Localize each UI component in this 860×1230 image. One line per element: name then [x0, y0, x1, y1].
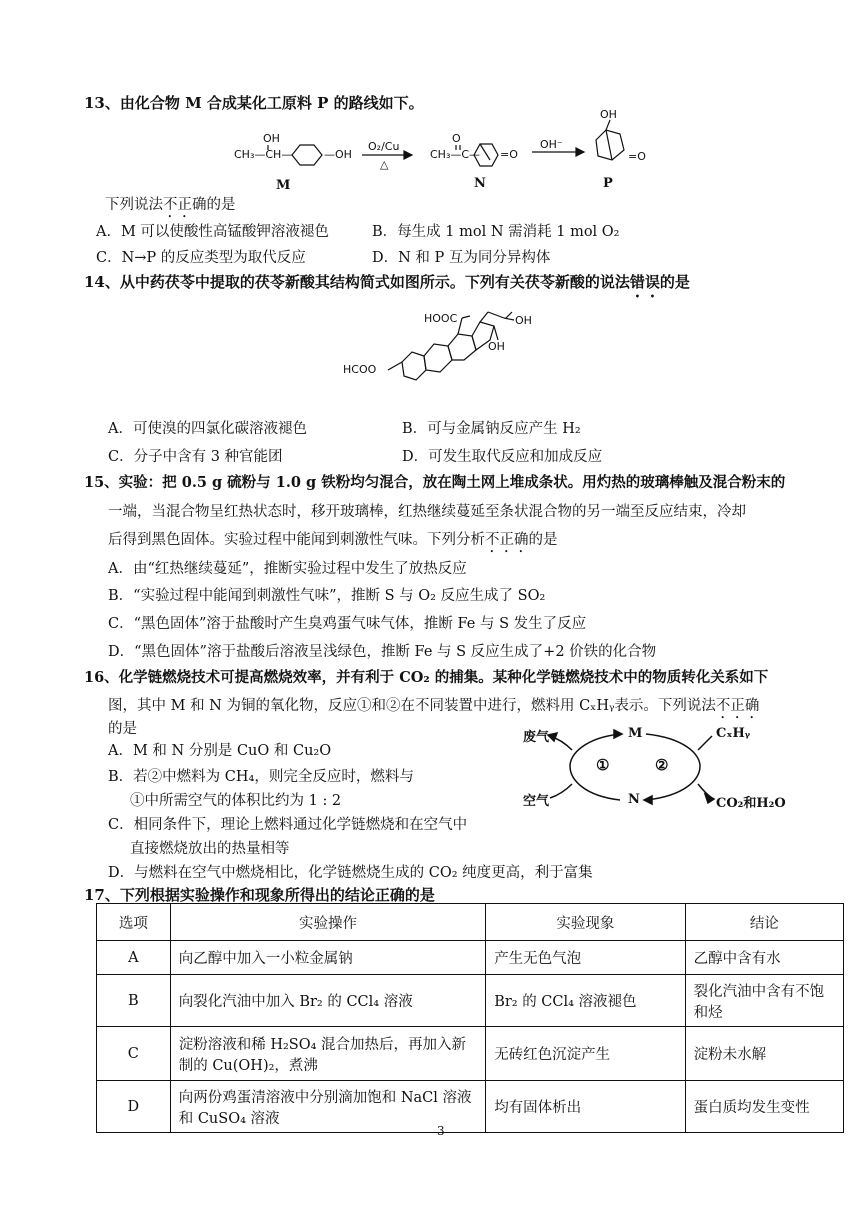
fuel-label: CₓHᵧ: [716, 726, 751, 741]
q14-stem-post: 的是: [659, 273, 690, 291]
q14-stem-pre: 14、从中药茯苓中提取的茯苓新酸其结构简式如图所示。下列有关茯苓新酸的说法: [84, 273, 630, 291]
reaction-2-label: ②: [655, 756, 669, 774]
q14-option-b: B．可与金属钠反应产生 H₂: [402, 421, 581, 437]
q15-option-b: B．“实验过程中能闻到刺激性气味”，推断 S 与 O₂ 反应生成了 SO₂: [108, 588, 546, 604]
n-ketone-label: =O: [500, 148, 518, 161]
q16-emphasis: 不正确: [715, 698, 760, 714]
header-option: 选项: [97, 904, 171, 941]
q14-option-c: C．分子中含有 3 种官能团: [108, 449, 283, 465]
q15-option-a: A．由“红热继续蔓延”，推断实验过程中发生了放热反应: [108, 561, 467, 577]
row-d-conclusion: 蛋白质均发生变性: [685, 1081, 843, 1133]
q15-line-2: 一端，当混合物呈红热状态时，移开玻璃棒，红热继续蔓延至条状混合物的另一端至反应结束，冷却: [108, 504, 746, 520]
q16-option-c: C．相同条件下，理论上燃料通过化学链燃烧和在空气中: [108, 817, 468, 833]
row-d-operation: 向两份鸡蛋清溶液中分别滴加饱和 NaCl 溶液和 CuSO₄ 溶液: [170, 1081, 485, 1133]
q16-option-d: D．与燃料在空气中燃烧相比，化学链燃烧生成的 CO₂ 纯度更高，利于富集: [108, 865, 593, 881]
q13-option-c: C．N→P 的反应类型为取代反应: [96, 250, 306, 266]
q16-option-c-cont: 直接燃烧放出的热量相等: [130, 841, 290, 857]
row-c-operation: 淀粉溶液和稀 H₂SO₄ 混合加热后，再加入新制的 Cu(OH)₂，煮沸: [170, 1027, 485, 1081]
q13-option-a: A．M 可以使酸性高锰酸钾溶液褪色: [96, 224, 329, 240]
q15-line-1: 15、实验：把 0.5 g 硫粉与 1.0 g 铁粉均匀混合，放在陶土网上堆成条状。用灼热的玻璃棒触及混合粉末的: [84, 474, 786, 491]
oh-mid-label: OH: [488, 340, 505, 353]
q17-stem: 17、下列根据实验操作和现象所得出的结论正确的是: [84, 886, 435, 904]
page-number: 3: [437, 1124, 445, 1138]
hcoo-label: HCOO: [343, 363, 377, 376]
row-d-option: D: [97, 1081, 171, 1133]
q15-option-d: D．“黑色固体”溶于盐酸后溶液呈浅绿色，推断 Fe 与 S 反应生成了+2 价铁的化合物: [108, 644, 657, 660]
table-row: [97, 941, 844, 975]
compound-p-label: P: [603, 176, 613, 191]
air-label: 空气: [523, 794, 550, 809]
q16-option-a: A．M 和 N 分别是 CuO 和 Cu₂O: [108, 743, 332, 759]
q15-line-3-post: 的是: [528, 532, 558, 548]
m-oh-ring-label: —OH: [324, 148, 352, 161]
header-conclusion: 结论: [685, 904, 843, 941]
q13-prompt-post: 确的是: [192, 197, 236, 213]
p-oh-label: OH: [600, 108, 617, 121]
header-phenomenon: 实验现象: [486, 904, 685, 941]
q14-option-a: A．可使溴的四氯化碳溶液褪色: [108, 421, 307, 437]
row-a-conclusion: 乙醇中含有水: [685, 941, 843, 975]
row-b-operation: 向裂化汽油中加入 Br₂ 的 CCl₄ 溶液: [170, 975, 485, 1027]
products-label: CO₂和H₂O: [716, 796, 786, 811]
row-b-option: B: [97, 975, 171, 1027]
reagent-1-heat: △: [380, 158, 389, 171]
compound-m-label: M: [276, 178, 291, 193]
q16-line-1: 16、化学链燃烧技术可提高燃烧效率，并有利于 CO₂ 的捕集。某种化学链燃烧技术中的物质转化关系如下: [84, 669, 769, 686]
reagent-1: O₂/Cu: [368, 140, 400, 153]
q16-option-b-cont: ①中所需空气的体积比约为 1 : 2: [130, 793, 342, 809]
table-header-row: [97, 904, 844, 941]
row-a-operation: 向乙醇中加入一小粒金属钠: [170, 941, 485, 975]
row-c-option: C: [97, 1027, 171, 1081]
q16-line-3: 的是: [108, 721, 137, 737]
m-oh-label: OH: [263, 132, 280, 145]
m-chain-label: CH₃—CH—: [234, 148, 293, 161]
q13-option-b: B．每生成 1 mol N 需消耗 1 mol O₂: [372, 224, 620, 240]
n-o-label: O: [452, 132, 461, 145]
reagent-2: OH⁻: [540, 138, 563, 151]
q17-table: [96, 903, 844, 1133]
header-operation: 实验操作: [170, 904, 485, 941]
table-row: [97, 1027, 844, 1081]
q15-line-3-pre: 后得到黑色固体。实验过程中能闻到刺激性气味。下列分析: [108, 532, 485, 548]
q13-option-d: D．N 和 P 互为同分异构体: [372, 250, 551, 266]
row-a-option: A: [97, 941, 171, 975]
oh-right-label: OH: [515, 314, 532, 327]
hooc-top-label: HOOC: [424, 312, 458, 325]
reaction-1-label: ①: [596, 756, 610, 774]
q15-emphasis: 不正确: [485, 532, 529, 548]
row-d-phenomenon: 均有固体析出: [486, 1081, 685, 1133]
q15-option-c: C．“黑色固体”溶于盐酸时产生臭鸡蛋气味气体，推断 Fe 与 S 发生了反应: [108, 616, 587, 632]
table-row: [97, 1081, 844, 1133]
diagram-m-label: M: [628, 726, 643, 741]
compound-n-label: N: [474, 176, 486, 191]
row-c-conclusion: 淀粉未水解: [685, 1027, 843, 1081]
q16-line-2-pre: 图，其中 M 和 N 为铜的氧化物，反应①和②在不同装置中进行，燃料用 CₓHᵧ表示。下列说法: [108, 698, 716, 714]
q14-stem-emphasis: 错误: [629, 273, 660, 291]
n-chain-label: CH₃—C—: [430, 148, 481, 161]
table-row: [97, 975, 844, 1027]
q13-prompt-pre: 下列说法: [105, 197, 163, 213]
row-a-phenomenon: 产生无色气泡: [486, 941, 685, 975]
q13-stem: 13、由化合物 M 合成某化工原料 P 的路线如下。: [84, 94, 424, 112]
q16-option-b: B．若②中燃料为 CH₄，则完全反应时，燃料与: [108, 769, 414, 785]
row-c-phenomenon: 无砖红色沉淀产生: [486, 1027, 685, 1081]
q13-prompt-emphasis: 不正: [163, 197, 192, 213]
q14-option-d: D．可发生取代反应和加成反应: [402, 449, 603, 465]
diagram-n-label: N: [628, 792, 640, 807]
row-b-phenomenon: Br₂ 的 CCl₄ 溶液褪色: [486, 975, 685, 1027]
row-b-conclusion: 裂化汽油中含有不饱和烃: [685, 975, 843, 1027]
waste-gas-label: 废气: [523, 730, 550, 745]
p-ketone-label: =O: [628, 150, 646, 163]
